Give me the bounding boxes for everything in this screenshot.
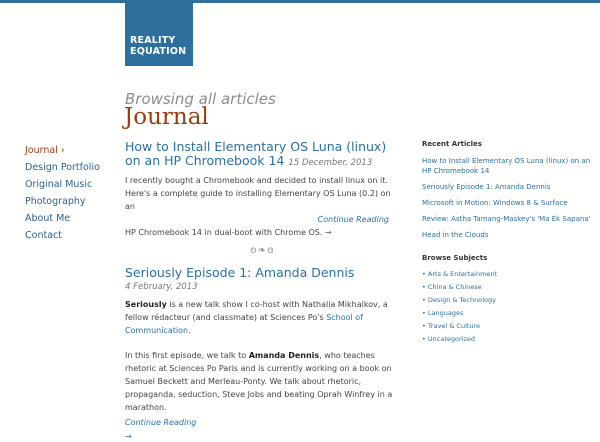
subject-link[interactable]: • Languages	[422, 309, 464, 317]
continue-reading-link[interactable]: Continue Reading	[125, 418, 197, 427]
article-date: 15 December, 2013	[288, 158, 373, 168]
subject-link[interactable]: • Arts & Entertainment	[422, 270, 498, 278]
excerpt-line-2: HP Chromebook 14 in dual-boot with Chrome OS.	[125, 228, 323, 237]
recent-article-link[interactable]: Review: Astha Tamang-Maskey's 'Ma Ek Sapana'	[422, 215, 591, 223]
nav-item-design-portfolio[interactable]: Design Portfolio	[25, 162, 100, 173]
recent-article-link[interactable]: Head in the Clouds	[422, 231, 489, 239]
subject-link[interactable]: • Uncategorized	[422, 335, 476, 343]
ornament-divider: ʚ❧ɞ	[250, 245, 275, 256]
article-title-link[interactable]: How to Install Elementary OS Luna (linux) on an HP Chromebook 14	[125, 139, 387, 168]
sidebar	[422, 140, 592, 348]
nav-item-photography[interactable]: Photography	[25, 196, 86, 207]
continue-reading-link[interactable]: Continue Reading	[317, 215, 389, 224]
article	[125, 266, 400, 442]
site-logo[interactable]	[125, 0, 193, 66]
continue-arrow[interactable]: →	[324, 228, 332, 237]
top-bar	[0, 0, 600, 3]
recent-article-link[interactable]: Microsoft in Motion: Windows 8 & Surface	[422, 199, 568, 207]
article	[125, 140, 400, 239]
recent-article-link[interactable]: How to Install Elementary OS Luna (linux) on an HP Chromebook 14	[422, 157, 591, 175]
main-nav	[25, 142, 120, 244]
subject-link[interactable]: • Travel & Culture	[422, 322, 481, 330]
show-name: Seriously	[125, 300, 167, 309]
article-date: 4 February, 2013	[125, 282, 198, 292]
article-title-link[interactable]: Seriously Episode 1: Amanda Dennis	[125, 265, 355, 280]
school-link[interactable]: School of Communication	[125, 313, 363, 335]
recent-article-link[interactable]: Seriously Episode 1: Amanda Dennis	[422, 183, 551, 191]
logo-line-1: REALITY	[130, 35, 176, 46]
guest-name: Amanda Dennis	[248, 351, 320, 360]
nav-item-about-me[interactable]: About Me	[25, 213, 71, 224]
subject-link[interactable]: • China & Chinese	[422, 283, 482, 291]
article-excerpt: Seriously is a new talk show I co-host with Nathalia Mikhalkov, a fellow rédacteur (and classmate) at Sciences Po's School of Communication.	[125, 300, 388, 335]
nav-item-original-music[interactable]: Original Music	[25, 179, 93, 190]
browse-subjects-heading: Browse Subjects	[422, 254, 488, 262]
logo-line-2: EQUATION	[130, 46, 187, 57]
nav-item-contact[interactable]: Contact	[25, 230, 62, 241]
article-list	[125, 140, 400, 442]
browsing-label: Browsing all articles	[125, 90, 276, 108]
article-excerpt	[125, 174, 400, 239]
article-excerpt: In this first episode, we talk to Amanda Dennis, who teaches rhetoric at Sciences Po Paris and is currently working on a book on Samuel Beckett and Merleau-Ponty. We talk about rhetoric, propaganda, seduction, Steve Jobs and beating Oprah Winfrey in a marathon.	[125, 351, 393, 412]
recent-articles-heading: Recent Articles	[422, 140, 482, 148]
subject-link[interactable]: • Design & Technology	[422, 296, 496, 304]
nav-item-journal[interactable]: Journal ›	[25, 145, 65, 156]
page-title: Journal	[124, 104, 209, 130]
excerpt-line-1: I recently bought a Chromebook and decided to install linux on it. Here's a complete guide to installing Elementary OS Luna (0.2) on an	[125, 176, 391, 211]
continue-arrow[interactable]: →	[125, 432, 132, 441]
